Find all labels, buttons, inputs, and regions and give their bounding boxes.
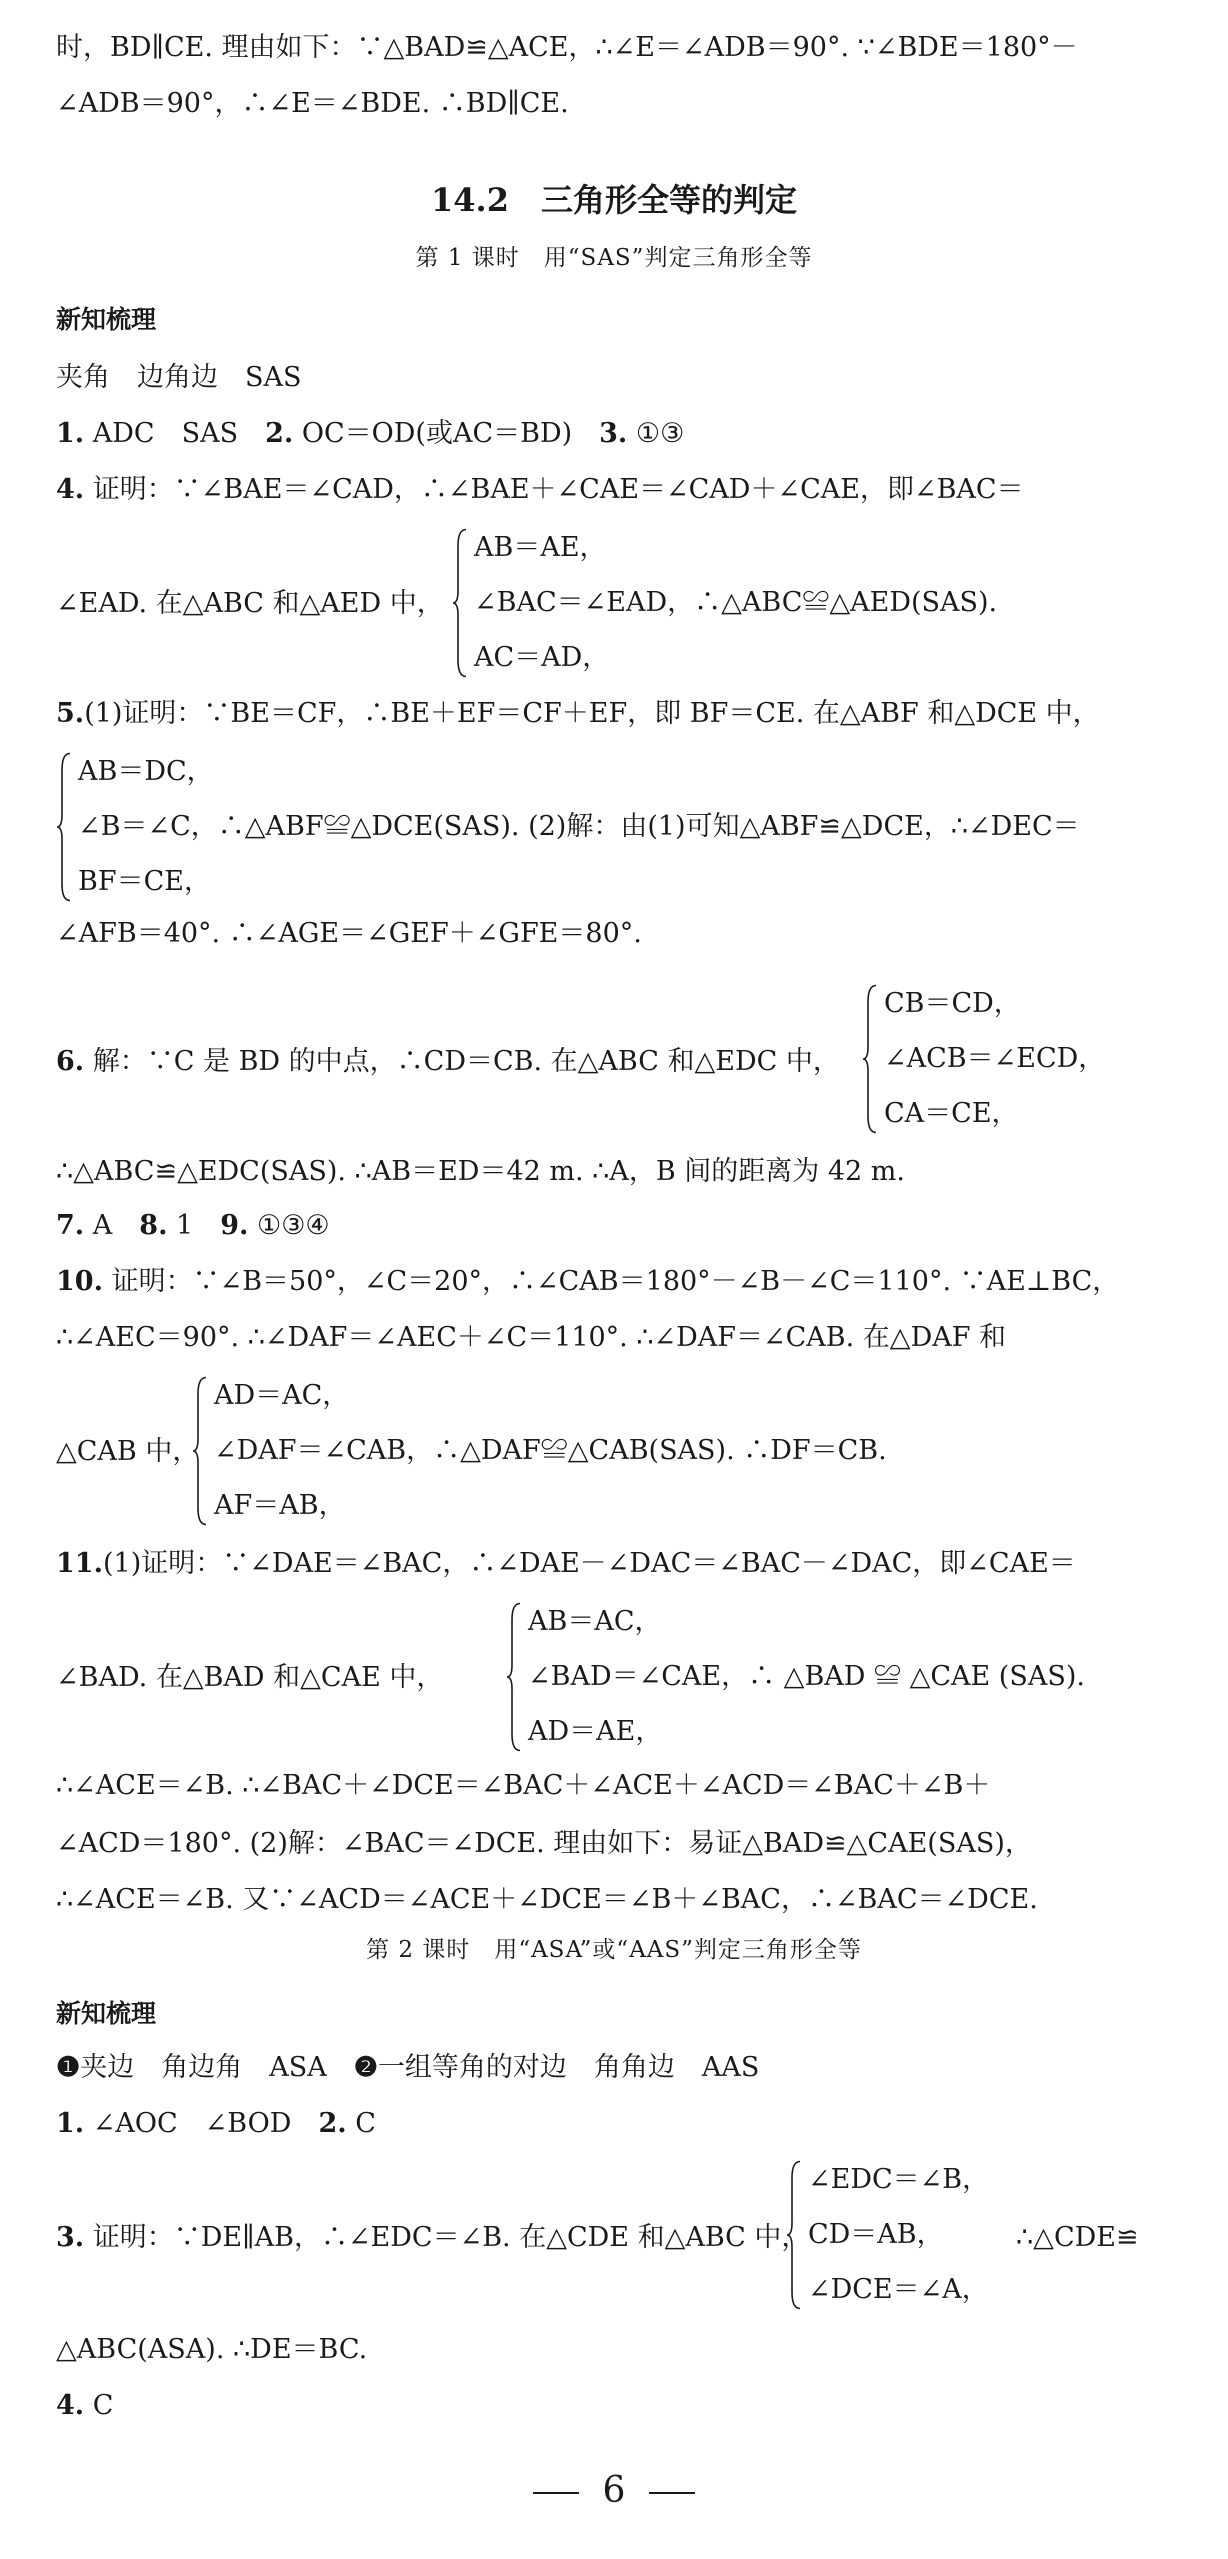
answer-line: ∴△CDE≌ bbox=[1016, 2222, 1139, 2253]
item-marker: ❷ bbox=[353, 2052, 378, 2083]
condition-row: AF＝AB， bbox=[214, 1490, 346, 1521]
brace bbox=[56, 752, 72, 902]
equation-system bbox=[56, 752, 1080, 902]
answer-line: ∴∠ACE＝∠B. 又∵∠ACD＝∠ACE＋∠DCE＝∠B＋∠BAC，∴∠BAC＝∠DCE. bbox=[56, 1884, 1038, 1915]
condition-row: ∠BAC＝∠EAD，∴△ABC≌△AED(SAS). bbox=[474, 587, 998, 618]
condition-row: AB＝AE， bbox=[474, 532, 607, 563]
equation-system bbox=[862, 984, 1105, 1134]
answer-line: △CAB 中， bbox=[56, 1436, 200, 1467]
page-number-text: 6 bbox=[602, 2470, 626, 2511]
question-number: 7. bbox=[56, 1210, 85, 1241]
condition-row: AD＝AC， bbox=[214, 1380, 350, 1411]
equation-system bbox=[452, 528, 997, 678]
answer-text: ADC SAS bbox=[84, 418, 266, 449]
question-number: 8. bbox=[139, 1210, 168, 1241]
condition-row: ∠ACB＝∠ECD， bbox=[884, 1043, 1106, 1074]
answer-text: 1 bbox=[167, 1210, 221, 1241]
answer-line: ∠ACD＝180°. (2)解：∠BAC＝∠DCE. 理由如下：易证△BAD≌△CAE(SAS)， bbox=[56, 1828, 1032, 1859]
answer-text: ①③④ bbox=[248, 1210, 330, 1241]
condition-row: AB＝DC， bbox=[78, 756, 214, 787]
question-number: 9. bbox=[220, 1210, 249, 1241]
answer-line bbox=[56, 694, 1188, 734]
answer-line: ∠EAD. 在△ABC 和△AED 中， bbox=[56, 588, 444, 619]
answer-line: ∴∠AEC＝90°. ∴∠DAF＝∠AEC＋∠C＝110°. ∴∠DAF＝∠CAB. 在△DAF 和 bbox=[56, 1322, 1007, 1353]
condition-row: AD＝AE， bbox=[528, 1716, 663, 1747]
text-line: ∠ADB＝90°，∴∠E＝∠BDE. ∴BD∥CE. bbox=[56, 88, 569, 119]
answer-text: 证明：∵∠B＝50°，∠C＝20°，∴∠CAB＝180°－∠B－∠C＝110°. ∵AE⊥BC， bbox=[102, 1266, 1120, 1297]
answer-line: ∴△ABC≌△EDC(SAS). ∴AB＝ED＝42 m. ∴A，B 间的距离为 42 m. bbox=[56, 1156, 905, 1187]
brace bbox=[786, 2160, 802, 2310]
answer-line: ∠AFB＝40°. ∴∠AGE＝∠GEF＋∠GFE＝80°. bbox=[56, 918, 642, 949]
answer-text: 证明：∵DE∥AB，∴∠EDC＝∠B. 在△CDE 和△ABC 中， bbox=[84, 2222, 809, 2253]
condition-row: AC＝AD， bbox=[474, 642, 610, 673]
condition-row: ∠EDC＝∠B， bbox=[808, 2164, 990, 2195]
answer-line bbox=[56, 2048, 1188, 2088]
brace bbox=[506, 1602, 522, 1752]
condition-row: BF＝CE， bbox=[78, 866, 211, 897]
text-line: 夹角 边角边 SAS bbox=[56, 362, 302, 393]
question-number: 5. bbox=[56, 698, 85, 729]
question-number: 11. bbox=[56, 1548, 103, 1579]
answer-line: ∴∠ACE＝∠B. ∴∠BAC＋∠DCE＝∠BAC＋∠ACE＋∠ACD＝∠BAC＋∠B＋ bbox=[56, 1770, 991, 1801]
question-number: 4. bbox=[56, 2390, 85, 2421]
answer-text: (1)证明：∵BE＝CF，∴BE＋EF＝CF＋EF，即 BF＝CE. 在△ABF 和△DCE 中， bbox=[84, 698, 1100, 729]
subsection-heading: 新知梳理 bbox=[56, 305, 157, 334]
condition-row: ∠DAF＝∠CAB，∴△DAF≌△CAB(SAS). ∴DF＝CB. bbox=[214, 1435, 887, 1466]
lesson-heading: 第 1 课时 用“SAS”判定三角形全等 bbox=[415, 245, 813, 271]
question-number: 1. bbox=[56, 418, 85, 449]
section-title: 14.2 三角形全等的判定 bbox=[431, 181, 797, 219]
condition-row: AB＝AC， bbox=[528, 1606, 662, 1637]
answer-line bbox=[56, 2386, 1188, 2426]
subsection-heading: 新知梳理 bbox=[56, 1999, 157, 2028]
answer-text: ①③ bbox=[627, 418, 685, 449]
condition-row: ∠BAD＝∠CAE，∴ △BAD ≌ △CAE (SAS). bbox=[528, 1661, 1085, 1692]
text-line: 时，BD∥CE. 理由如下：∵△BAD≌△ACE，∴∠E＝∠ADB＝90°. ∵∠BDE＝180°－ bbox=[56, 32, 1078, 63]
answer-text: A bbox=[84, 1210, 140, 1241]
answer-line bbox=[56, 414, 1188, 454]
answer-text: OC＝OD(或AC＝BD) bbox=[293, 418, 600, 449]
question-number: 6. bbox=[56, 1046, 85, 1077]
dash-decoration bbox=[649, 2492, 695, 2494]
question-number: 4. bbox=[56, 474, 85, 505]
brace bbox=[862, 984, 878, 1134]
answer-line bbox=[56, 2104, 1188, 2144]
lesson-heading: 第 2 课时 用“ASA”或“AAS”判定三角形全等 bbox=[366, 1937, 862, 1963]
equation-system bbox=[786, 2160, 989, 2310]
page-number bbox=[0, 2466, 1228, 2516]
dash-decoration bbox=[533, 2492, 579, 2494]
answer-line: △ABC(ASA). ∴DE＝BC. bbox=[56, 2334, 368, 2365]
question-number: 3. bbox=[56, 2222, 85, 2253]
answer-line bbox=[56, 1544, 1188, 1584]
answer-line bbox=[56, 1042, 840, 1082]
condition-row: CB＝CD， bbox=[884, 988, 1021, 1019]
equation-system bbox=[506, 1602, 1085, 1752]
item-marker: ❶ bbox=[56, 2052, 81, 2083]
answer-text: ∠AOC ∠BOD bbox=[84, 2108, 319, 2139]
question-number: 2. bbox=[318, 2108, 347, 2139]
answer-line bbox=[56, 1262, 1188, 1302]
question-number: 2. bbox=[265, 418, 294, 449]
brace bbox=[452, 528, 468, 678]
answer-text: 夹边 角边角 ASA bbox=[80, 2052, 354, 2083]
condition-row: CD＝AB， bbox=[808, 2219, 944, 2250]
answer-line: ∠BAD. 在△BAD 和△CAE 中， bbox=[56, 1662, 444, 1693]
condition-row: ∠DCE＝∠A， bbox=[808, 2274, 989, 2305]
answer-text: C bbox=[84, 2390, 114, 2421]
answer-text: 一组等角的对边 角角边 AAS bbox=[377, 2052, 760, 2083]
answer-text: 解：∵C 是 BD 的中点，∴CD＝CB. 在△ABC 和△EDC 中， bbox=[84, 1046, 840, 1077]
answer-line bbox=[56, 1206, 1188, 1246]
answer-text: 证明：∵∠BAE＝∠CAD，∴∠BAE＋∠CAE＝∠CAD＋∠CAE，即∠BAC＝ bbox=[84, 474, 1024, 505]
brace bbox=[192, 1376, 208, 1526]
answer-line bbox=[56, 470, 1188, 510]
question-number: 1. bbox=[56, 2108, 85, 2139]
question-number: 3. bbox=[599, 418, 628, 449]
answer-text: C bbox=[346, 2108, 376, 2139]
answer-text: (1)证明：∵∠DAE＝∠BAC，∴∠DAE－∠DAC＝∠BAC－∠DAC，即∠CAE＝ bbox=[102, 1548, 1076, 1579]
question-number: 10. bbox=[56, 1266, 103, 1297]
answer-line bbox=[56, 2218, 808, 2258]
condition-row: CA＝CE， bbox=[884, 1098, 1019, 1129]
equation-system bbox=[192, 1376, 887, 1526]
condition-row: ∠B＝∠C，∴△ABF≌△DCE(SAS). (2)解：由(1)可知△ABF≌△DCE，∴∠DEC＝ bbox=[78, 811, 1080, 842]
